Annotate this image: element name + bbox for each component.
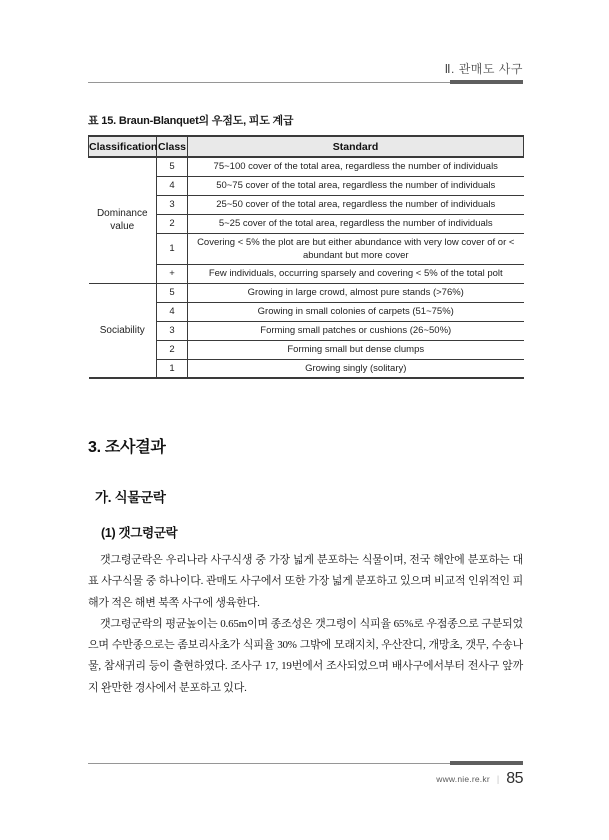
header-rule-thin — [88, 82, 451, 83]
classification-cell: Sociability — [89, 283, 157, 378]
class-cell: 4 — [157, 302, 188, 321]
classification-cell: Dominance value — [89, 157, 157, 283]
body-text-block — [88, 550, 523, 699]
standard-cell: Forming small but dense clumps — [188, 340, 524, 359]
braun-blanquet-table — [88, 135, 524, 379]
class-cell: + — [157, 264, 188, 283]
footer-separator: | — [496, 774, 500, 784]
subsection-heading: 가. 식물군락 — [95, 490, 166, 505]
footer-website: www.nie.re.kr — [436, 774, 490, 784]
running-header-section-label: Ⅱ. 관매도 사구 — [444, 62, 523, 76]
table-row — [89, 283, 524, 302]
page-footer — [88, 770, 523, 788]
header-rule-thick — [450, 80, 523, 84]
column-header-standard: Standard — [188, 136, 524, 157]
class-cell: 1 — [157, 233, 188, 264]
subsubsection-heading: (1) 갯그령군락 — [101, 526, 178, 540]
section-heading: 3. 조사결과 — [88, 439, 166, 456]
standard-cell: Growing in small colonies of carpets (51~75%) — [188, 302, 524, 321]
main-column — [88, 112, 523, 699]
class-cell: 1 — [157, 359, 188, 378]
class-cell: 2 — [157, 340, 188, 359]
column-header-class: Class — [157, 136, 188, 157]
standard-cell: 25~50 cover of the total area, regardless the number of individuals — [188, 195, 524, 214]
standard-cell: Growing singly (solitary) — [188, 359, 524, 378]
class-cell: 5 — [157, 157, 188, 176]
class-cell: 4 — [157, 176, 188, 195]
footer-rule-thin — [88, 763, 451, 764]
paragraph: 갯그령군락은 우리나라 사구식생 중 가장 넓게 분포하는 식물이며, 전국 해안에 분포하는 대표 사구식물 중 하나이다. 관매도 사구에서 또한 가장 넓게 분포하고 있으며 비교적 인위적인 피해가 적은 해변 북쪽 사구에 생육한다. — [88, 554, 523, 609]
table-body — [89, 157, 524, 378]
standard-cell: Forming small patches or cushions (26~50%) — [188, 321, 524, 340]
class-cell: 3 — [157, 195, 188, 214]
table-header-row — [89, 136, 524, 157]
standard-cell: Covering < 5% the plot are but either abundance with very low cover of or < abundant but more cover — [188, 233, 524, 264]
standard-cell: Growing in large crowd, almost pure stands (>76%) — [188, 283, 524, 302]
standard-cell: 50~75 cover of the total area, regardless the number of individuals — [188, 176, 524, 195]
table-row — [89, 157, 524, 176]
page-number: 85 — [506, 770, 523, 787]
class-cell: 2 — [157, 214, 188, 233]
paragraph: 갯그령군락의 평균높이는 0.65m이며 종조성은 갯그령이 식피율 65%로 우점종으로 구분되었으며 수반종으로는 좀보리사초가 식피율 30% 그밖에 모래지치, 우산잔디, 개망초, 갯무, 수송나물, 참새귀리 등이 출현하였다. 조사구 17, 19번에서 조사되었으며 배사구에서부터 전사구 앞까지 완만한 경사에서 분포하고 있다. — [88, 617, 523, 694]
class-cell: 3 — [157, 321, 188, 340]
class-cell: 5 — [157, 283, 188, 302]
standard-cell: Few individuals, occurring sparsely and covering < 5% of the total polt — [188, 264, 524, 283]
standard-cell: 75~100 cover of the total area, regardless the number of individuals — [188, 157, 524, 176]
column-header-classification: Classification — [89, 136, 157, 157]
footer-rule-thick — [450, 761, 523, 765]
table-caption: 표 15. Braun-Blanquet의 우점도, 피도 계급 — [88, 115, 294, 127]
standard-cell: 5~25 cover of the total area, regardless the number of individuals — [188, 214, 524, 233]
